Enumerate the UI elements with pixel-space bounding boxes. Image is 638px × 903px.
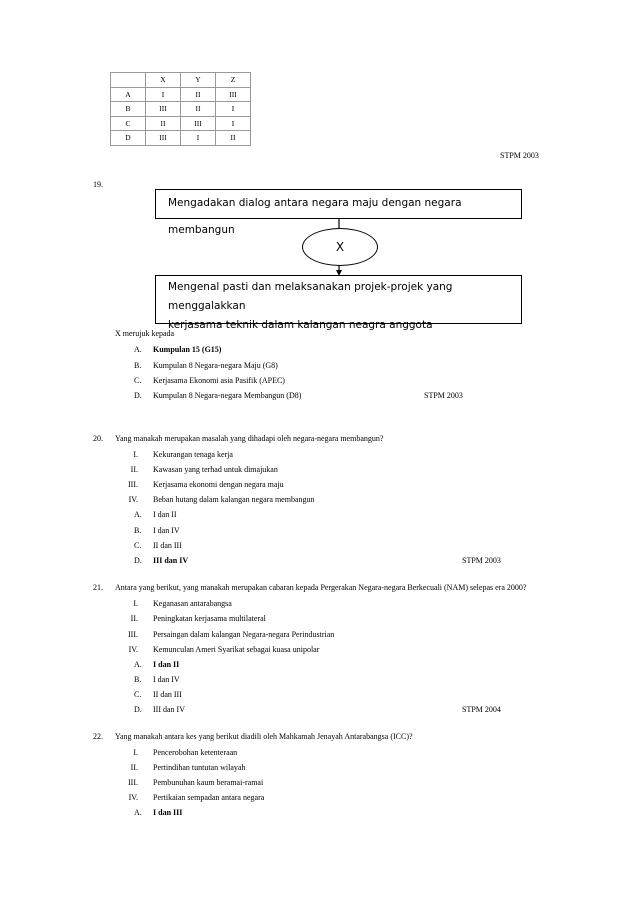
option-text: I dan II (153, 510, 177, 519)
statement-text: Kerjasama ekonomi dengan negara maju (153, 480, 284, 489)
option-letter: A. (134, 510, 142, 519)
table-cell: Z (216, 73, 251, 88)
option-letter: A. (134, 345, 142, 354)
statement-text: Pertindihan tuntutan wilayah (153, 763, 246, 772)
table-cell: II (181, 87, 216, 102)
table-cell: A (111, 87, 146, 102)
table-cell: D (111, 131, 146, 146)
table-cell: I (181, 131, 216, 146)
statement-roman: II. (130, 614, 138, 623)
statement-roman: IV. (128, 645, 138, 654)
source-label: STPM 2003 (500, 151, 539, 160)
option-letter: A. (134, 660, 142, 669)
statement-text: Kekurangan tenaga kerja (153, 450, 233, 459)
option-letter: B. (134, 675, 142, 684)
statement-text: Kemunculan Ameri Syarikat sebagai kuasa unipolar (153, 645, 320, 654)
option-text: Kumpulan 8 Negara-negara Membangun (D8) (153, 391, 302, 400)
question-stem: Yang manakah antara kes yang berikut diadili oleh Mahkamah Jenayah Antarabangsa (ICC)? (115, 732, 413, 741)
statement-roman: III. (128, 778, 138, 787)
question-stem: Antara yang berikut, yang manakah merupakan cabaran kepada Pergerakan Negara-negara Berkecuali (NAM) selepas era 2000? (115, 583, 527, 592)
table-cell: II (146, 116, 181, 131)
statement-roman: IV. (128, 793, 138, 802)
table-cell: II (216, 131, 251, 146)
statement-roman: II. (130, 465, 138, 474)
source-label: STPM 2003 (424, 391, 463, 400)
statement-roman: I. (133, 450, 138, 459)
option-text: II dan III (153, 541, 182, 550)
statement-roman: I. (133, 599, 138, 608)
option-text: I dan IV (153, 526, 180, 535)
statement-text: Persaingan dalam kalangan Negara-negara Perindustrian (153, 630, 335, 639)
option-text: II dan III (153, 690, 182, 699)
option-letter: C. (134, 376, 142, 385)
option-text: I dan II (153, 660, 180, 669)
statement-text: Keganasan antarabangsa (153, 599, 232, 608)
statement-text: Peningkatan kerjasama multilateral (153, 614, 266, 623)
table-cell: II (181, 102, 216, 117)
diagram-bottom-box (155, 275, 522, 331)
option-text: III dan IV (153, 705, 185, 714)
option-text: Kumpulan 8 Negara-negara Maju (G8) (153, 361, 278, 370)
option-letter: B. (134, 526, 142, 535)
table-cell: III (181, 116, 216, 131)
statement-text: Pencerobohan ketenteraan (153, 748, 238, 757)
option-text: I dan III (153, 808, 183, 817)
option-letter: A. (134, 808, 142, 817)
diagram-top-box: Mengadakan dialog antara negara maju dengan negara membangun (155, 189, 522, 219)
statement-text: Kawasan yang terhad untuk dimajukan (153, 465, 278, 474)
statement-roman: II. (130, 763, 138, 772)
table-cell: B (111, 102, 146, 117)
option-letter: D. (134, 705, 142, 714)
table-cell: III (146, 131, 181, 146)
table-cell: I (216, 116, 251, 131)
statement-text: Pertikaian sempadan antara negara (153, 793, 265, 802)
statement-roman: IV. (128, 495, 138, 504)
option-letter: D. (134, 556, 142, 565)
source-label: STPM 2003 (462, 556, 501, 565)
table-cell: X (146, 73, 181, 88)
statement-roman: I. (133, 748, 138, 757)
question-number: 20. (93, 434, 103, 443)
option-letter: C. (134, 541, 142, 550)
statement-roman: III. (128, 630, 138, 639)
option-text: III dan IV (153, 556, 189, 565)
question-number: 21. (93, 583, 103, 592)
statement-roman: III. (128, 480, 138, 489)
diagram-center-x: X (302, 228, 378, 266)
table-cell: Y (181, 73, 216, 88)
statement-text: Pembunuhan kaum beramai-ramai (153, 778, 264, 787)
question-number: 19. (93, 180, 103, 189)
table-cell: C (111, 116, 146, 131)
question-stem: X merujuk kepada (115, 329, 175, 338)
question-number: 22. (93, 732, 103, 741)
option-letter: B. (134, 361, 142, 370)
table-cell: I (216, 102, 251, 117)
statement-text: Beban hutang dalam kalangan negara membangun (153, 495, 315, 504)
question-stem: Yang manakah merupakan masalah yang dihadapi oleh negara-negara membangun? (115, 434, 384, 443)
table-cell: III (216, 87, 251, 102)
source-label: STPM 2004 (462, 705, 501, 714)
option-text: Kumpulan 15 (G15) (153, 345, 222, 354)
box-line: kerjasama teknik dalam kalangan neagra anggota (168, 319, 433, 331)
option-text: I dan IV (153, 675, 180, 684)
option-text: Kerjasama Ekonomi asia Pasifik (APEC) (153, 376, 285, 385)
option-letter: D. (134, 391, 142, 400)
option-letter: C. (134, 690, 142, 699)
table-cell: III (146, 102, 181, 117)
table-cell: I (146, 87, 181, 102)
box-line: Mengenal pasti dan melaksanakan projek-projek yang menggalakkan (168, 281, 453, 312)
